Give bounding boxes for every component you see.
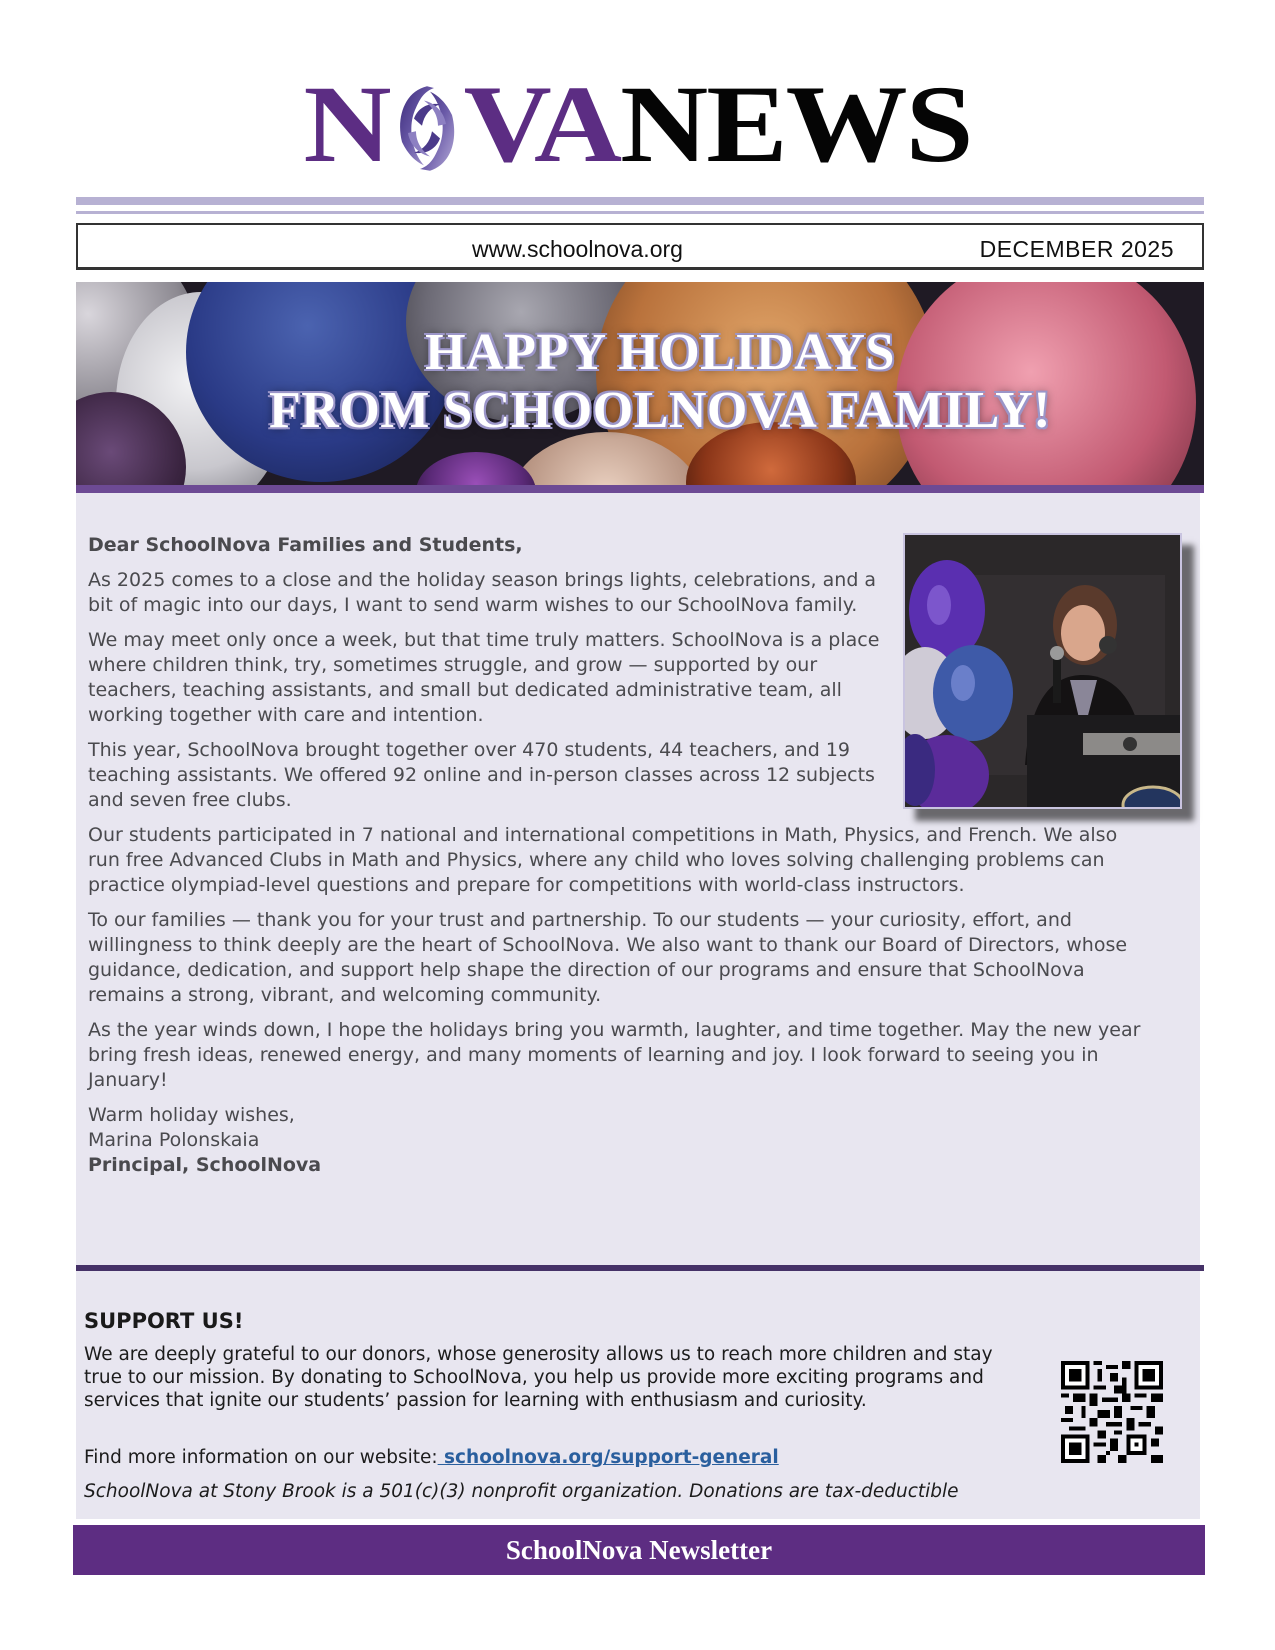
signer-name: Marina Polonskaia	[88, 1129, 260, 1151]
banner-line-1: HAPPY HOLIDAYS	[425, 324, 895, 381]
masthead-rule-thin	[76, 211, 1204, 214]
issue-info-bar	[76, 223, 1204, 270]
letter-paragraph: Our students participated in 7 national and international competitions in Math, Physics, and French. We also run free Advanced Clubs in Math and Physics, where any child who loves solving challenging problems can practice olympiad-level questions and prepare for competitions with world-class instructors.	[88, 824, 1118, 896]
masthead-rule-thick	[76, 197, 1204, 205]
newsletter-footer	[73, 1525, 1205, 1575]
letter-paragraph: As the year winds down, I hope the holidays bring you warmth, laughter, and time together. May the new year bring fresh ideas, renewed energy, and many moments of learning and joy. I look forward to seeing you in January!	[88, 1019, 1141, 1091]
footer-label: SchoolNova Newsletter	[505, 1535, 773, 1565]
swirl-o-icon	[394, 83, 460, 175]
letter-signature	[88, 1103, 1178, 1178]
logo-letter-n: N	[303, 63, 390, 186]
banner-title	[76, 324, 1204, 440]
more-info-label: Find more information on our website:	[84, 1447, 438, 1468]
letter-paragraph: As 2025 comes to a close and the holiday season brings lights, celebrations, and a bit of magic into our days, I want to send warm wishes to our SchoolNova family.	[88, 569, 877, 616]
principal-letter	[88, 533, 1178, 1178]
nonprofit-note: SchoolNova at Stony Brook is a 501(c)(3) nonprofit organization. Donations are tax-deductible	[84, 1481, 959, 1502]
letter-paragraph: We may meet only once a week, but that time truly matters. SchoolNova is a place where children think, try, sometimes struggle, and grow — supported by our teachers, teaching assistants, and small but dedicated administrative team, all working together with care and intention.	[88, 629, 880, 726]
issue-date: DECEMBER 2025	[979, 236, 1174, 262]
support-section	[76, 1271, 1200, 1519]
ornament-purple-beads	[416, 452, 536, 486]
support-more-info	[84, 1447, 779, 1468]
support-link[interactable]: schoolnova.org/support-general	[437, 1447, 779, 1468]
letter-greeting: Dear SchoolNova Families and Students,	[88, 534, 523, 556]
letter-paragraph: To our families — thank you for your trust and partnership. To our students — your curiosity, effort, and willingness to think deeply are the heart of SchoolNova. We also want to thank our Board of Directors, whose guidance, dedication, and support help shape the direction of our programs and ensure that SchoolNova remains a strong, vibrant, and welcoming community.	[88, 909, 1128, 1006]
logo-letters-va: VA	[463, 63, 621, 186]
banner-bottom-bar	[76, 485, 1204, 493]
logo-nova	[303, 63, 621, 186]
logo-news: NEWS	[620, 63, 972, 186]
nova-news-logo	[303, 63, 972, 186]
principal-letter-panel	[76, 493, 1200, 1268]
letter-paragraph: This year, SchoolNova brought together over 470 students, 44 teachers, and 19 teaching assistants. We offered 92 online and in-person classes across 12 subjects and seven free clubs.	[88, 739, 875, 811]
signer-title: Principal, SchoolNova	[88, 1154, 322, 1176]
masthead	[0, 63, 1275, 186]
qr-code-icon[interactable]	[1061, 1361, 1163, 1463]
banner-line-2: FROM SCHOOLNOVA FAMILY!	[269, 382, 1051, 439]
website-url[interactable]: www.schoolnova.org	[472, 236, 683, 262]
support-heading: SUPPORT US!	[84, 1309, 244, 1333]
letter-closing: Warm holiday wishes,	[88, 1104, 295, 1126]
support-body: We are deeply grateful to our donors, whose generosity allows us to reach more children and stay true to our mission. By donating to SchoolNova, you help us provide more exciting programs and services that ignite our students’ passion for learning with enthusiasm and curiosity.	[84, 1344, 993, 1411]
holiday-banner	[76, 282, 1204, 486]
